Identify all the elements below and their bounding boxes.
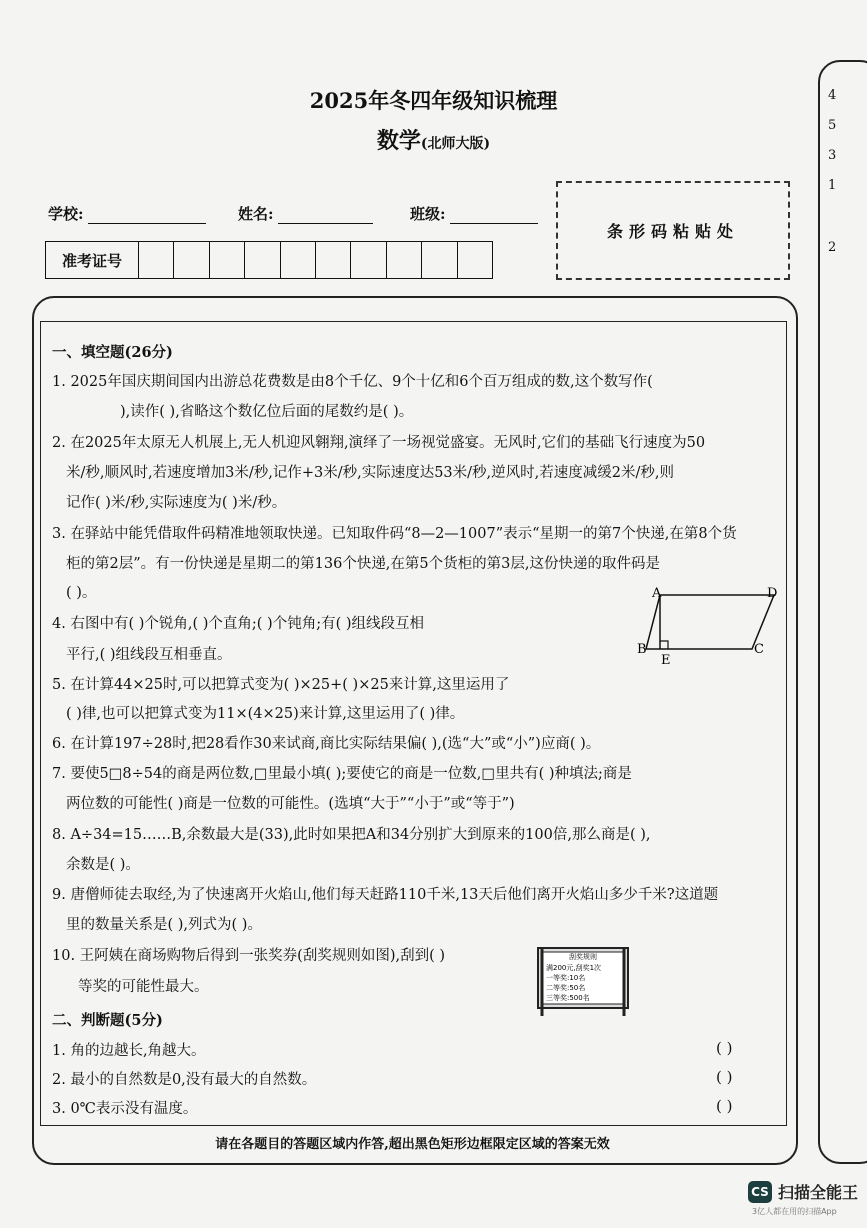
judgment-answer-paren[interactable]: ( ) [716,1097,733,1115]
subject-title [0,124,867,155]
question-line: ( )律,也可以把算式变为11×(4×25)来计算,这里运用了( )律。 [66,706,465,722]
exam-id-cell[interactable] [210,242,245,278]
name-field[interactable] [238,203,373,224]
class-blank[interactable] [450,207,538,224]
question-line: 米/秒,顺风时,若速度增加3米/秒,记作+3米/秒,实际速度达53米/秒,逆风时,若速度减缓2米/秒,则 [66,465,674,481]
question-line: ),读作( ),省略这个数亿位后面的尾数约是( )。 [120,404,414,420]
exam-id-grid[interactable] [45,241,493,279]
question-line: 柜的第2层”。有一份快递是星期二的第136个快递,在第5个货柜的第3层,这份快递的取件码是 [66,556,660,572]
next-page-char: 5 [828,118,837,133]
vertex-label-e: E [661,653,671,665]
exam-id-label: 准考证号 [46,242,139,278]
question-line: 8. A÷34=15……B,余数最大是(33),此时如果把A和34分别扩大到原来的100倍,那么商是( ), [52,827,651,843]
school-label: 学校: [48,205,84,223]
question-line: 里的数量关系是( ),列式为( )。 [66,917,262,933]
subject-name: 数学 [376,128,421,154]
next-page-char: 3 [828,148,837,163]
camscanner-name: 扫描全能王 [778,1183,859,1202]
exam-id-cell[interactable] [139,242,174,278]
judgment-item: 2. 最小的自然数是0,没有最大的自然数。 [52,1072,317,1088]
exam-id-cell[interactable] [281,242,316,278]
question-line: 两位数的可能性( )商是一位数的可能性。(选填“大于”“小于”或“等于”) [66,796,515,812]
judgment-answer-paren[interactable]: ( ) [716,1068,733,1086]
judgment-item: 1. 角的边越长,角越大。 [52,1043,206,1059]
vertex-label-c: C [754,642,764,657]
class-field[interactable] [410,203,538,224]
question-line: 9. 唐僧师徒去取经,为了快速离开火焰山,他们每天赶路110千米,13天后他们离开火焰山多少千米?这道题 [52,887,719,903]
question-line: 记作( )米/秒,实际速度为( )米/秒。 [66,495,287,511]
name-blank[interactable] [278,207,373,224]
question-line: 6. 在计算197÷28时,把28看作30来试商,商比实际结果偏( ),(选“大”或“小”)应商( )。 [52,736,601,752]
parallelogram-figure [634,585,784,665]
document-title: 2025年冬四年级知识梳理 [309,88,558,113]
exam-id-cell[interactable] [387,242,422,278]
question-line: 1. 2025年国庆期间国内出游总花费数是由8个千亿、9个十亿和6个百万组成的数,这个数写作( [52,374,653,390]
next-page-char: 1 [828,178,837,193]
next-page-frame [818,60,867,1164]
vertex-label-b: B [637,642,647,657]
answer-region-notice: 请在各题目的答题区域内作答,超出黑色矩形边框限定区域的答案无效 [215,1137,610,1152]
edition-label: (北师大版) [420,136,491,152]
right-angle-mark [660,641,668,649]
question-line: 等奖的可能性最大。 [78,979,209,995]
next-page-char: 2 [828,240,837,255]
next-page-char: 4 [828,88,837,103]
sign-title: 刮奖规则 [569,953,597,961]
sign-line: 一等奖:10名 [546,974,586,982]
class-label: 班级: [410,205,446,223]
question-line: 5. 在计算44×25时,可以把算式变为( )×25+( )×25来计算,这里运用了 [52,677,510,693]
exam-id-cell[interactable] [174,242,209,278]
exam-id-cell[interactable] [458,242,492,278]
question-line: 余数是( )。 [66,857,140,873]
section2-heading: 二、判断题(5分) [52,1012,163,1029]
school-field[interactable] [48,203,206,224]
sign-line: 三等奖:500名 [546,994,590,1002]
question-line: 4. 右图中有( )个锐角,( )个直角;( )个钝角;有( )组线段互相 [52,616,425,632]
prize-rule-sign [528,946,638,1018]
exam-id-cell[interactable] [245,242,280,278]
sign-line: 二等奖:50名 [546,984,586,992]
judgment-item: 3. 0℃表示没有温度。 [52,1101,198,1117]
question-line: 10. 王阿姨在商场购物后得到一张奖券(刮奖规则如图),刮到( ) [52,948,446,964]
school-blank[interactable] [88,207,206,224]
question-line: 7. 要使5□8÷54的商是两位数,□里最小填( );要使它的商是一位数,□里共有( )种填法;商是 [52,766,632,782]
barcode-area: 条形码粘贴处 [556,181,790,280]
question-line: 3. 在驿站中能凭借取件码精准地领取快递。已知取件码“8—2—1007”表示“星期一的第7个快递,在第8个货 [52,526,737,542]
camscanner-logo-icon: CS [748,1181,772,1203]
vertex-label-a: A [652,586,662,601]
camscanner-tagline: 3亿人都在用的扫描App [752,1207,837,1216]
exam-id-cell[interactable] [422,242,457,278]
judgment-answer-paren[interactable]: ( ) [716,1039,733,1057]
question-line: 平行,( )组线段互相垂直。 [66,647,232,663]
question-line: 2. 在2025年太原无人机展上,无人机迎风翱翔,演绎了一场视觉盛宴。无风时,它们的基础飞行速度为50 [52,435,706,451]
section1-heading: 一、填空题(26分) [52,344,173,361]
exam-id-cell[interactable] [316,242,351,278]
sign-line: 满200元,刮奖1次 [546,964,602,972]
name-label: 姓名: [238,205,274,223]
exam-id-cell[interactable] [351,242,386,278]
vertex-label-d: D [767,586,778,601]
question-line: ( )。 [66,585,97,601]
